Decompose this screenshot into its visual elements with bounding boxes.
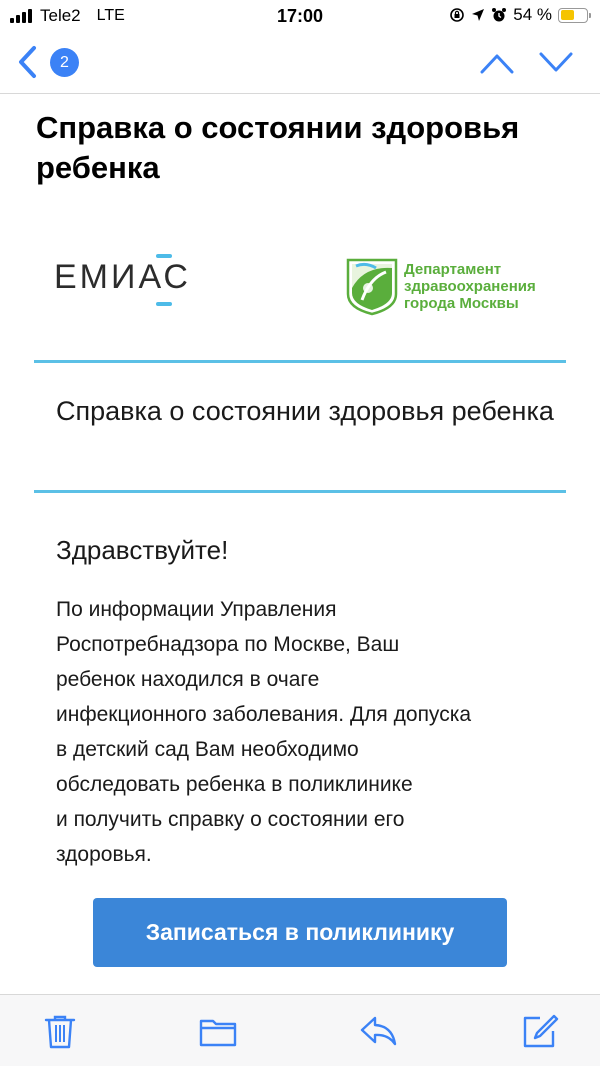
chevron-down-icon [537,48,575,78]
trash-icon [40,1013,80,1049]
carrier-name: Tele2 [40,6,81,25]
screen-lock-icon [449,7,465,23]
dept-emblem-icon [346,258,398,316]
chevron-up-icon [478,48,516,78]
book-clinic-button[interactable]: Записаться в поликлинику [93,898,507,967]
emias-logo [54,258,191,297]
document-title: Справка о состоянии здоровья ребенка [56,396,554,426]
mail-toolbar [0,994,600,1066]
email-subject: Справка о состоянии здоровья ребенка [36,110,520,185]
network-type: LTE [96,7,125,24]
battery-percent: 54 % [513,5,552,24]
next-message-button[interactable] [537,48,575,78]
status-right [449,5,588,25]
folder-icon [198,1013,238,1049]
divider-top [34,360,566,363]
emias-logo-text: ЕМИАС [54,258,191,296]
email-body-text: По информации Управления Роспотребнадзора по Москве, Ваш ребенок находился в очаге инфекционного заболевания. Для допуска в детский сад Вам необходимо обследовать ребенка в поликлинике и получить справку о состоянии его здоровья. [56,598,472,866]
back-button[interactable] [14,44,44,80]
divider-bottom [34,490,566,493]
status-time: 17:00 [276,6,324,26]
status-bar [0,0,600,32]
unread-count-badge[interactable]: 2 [50,48,79,77]
reply-icon [358,1013,398,1049]
mail-nav-bar [0,32,600,94]
location-icon [471,8,485,22]
compose-button[interactable] [520,1013,560,1049]
previous-message-button[interactable] [478,48,516,78]
reply-button[interactable] [358,1013,398,1049]
delete-button[interactable] [40,1013,80,1049]
battery-icon [558,8,588,23]
greeting-text: Здравствуйте! [56,535,229,565]
chevron-left-icon [14,44,44,80]
dept-logo-text: Департамент здравоохранения города Москвы [404,261,536,312]
compose-icon [520,1013,560,1049]
alarm-icon [491,7,507,23]
move-to-folder-button[interactable] [198,1013,238,1049]
emias-logo-accent [156,302,172,306]
moscow-health-dept-logo [346,258,566,318]
emias-logo-accent [156,254,172,258]
